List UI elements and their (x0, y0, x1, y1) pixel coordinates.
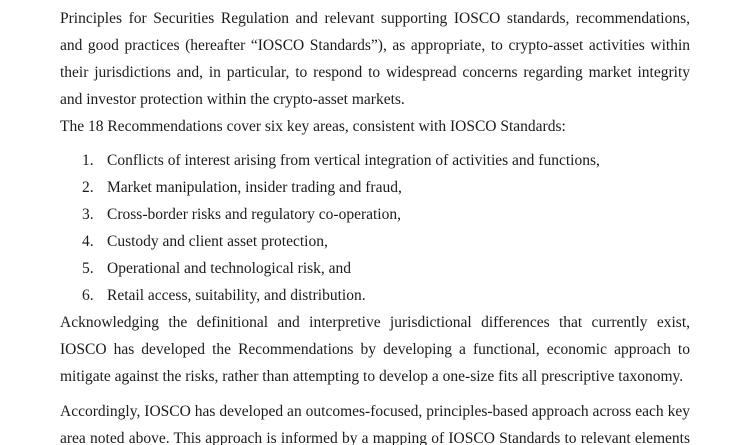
list-item-text: Cross-border risks and regulatory co-operation, (107, 206, 401, 223)
intro-line-3: their jurisdictions and, in particular, to respond to widespread concerns regarding market integrity (60, 64, 690, 81)
accordingly-line-2: area noted above. This approach is informed by a mapping of IOSCO Standards to relevant elements (60, 430, 690, 445)
areas-intro: The 18 Recommendations cover six key areas, consistent with IOSCO Standards: (60, 118, 566, 135)
acknowledging-line-3: mitigate against the risks, rather than attempting to develop a one-size fits all prescriptive taxonomy. (60, 368, 684, 385)
acknowledging-line-1: Acknowledging the definitional and interpretive jurisdictional differences that currently exist, (60, 314, 690, 331)
list-item-text: Custody and client asset protection, (107, 233, 328, 250)
list-item-text: Retail access, suitability, and distribution. (107, 287, 366, 304)
list-item-number: 3. (82, 206, 94, 223)
list-item-number: 5. (82, 260, 94, 277)
intro-line-1: Principles for Securities Regulation and relevant supporting IOSCO standards, recommendations, (60, 10, 690, 27)
intro-line-4: and investor protection within the crypto-asset markets. (60, 91, 405, 108)
list-item-number: 2. (82, 179, 94, 196)
list-item-text: Market manipulation, insider trading and fraud, (107, 179, 402, 196)
acknowledging-line-2: IOSCO has developed the Recommendations by developing a functional, economic approach to (60, 341, 690, 358)
intro-line-2: and good practices (hereafter “IOSCO Standards”), as appropriate, to crypto-asset activities within (60, 37, 690, 54)
list-item-text: Conflicts of interest arising from vertical integration of activities and functions, (107, 152, 600, 169)
list-item-number: 1. (82, 152, 94, 169)
list-item-text: Operational and technological risk, and (107, 260, 352, 277)
list-item-number: 4. (82, 233, 94, 250)
accordingly-line-1: Accordingly, IOSCO has developed an outcomes-focused, principles-based approach across each key (60, 403, 690, 420)
list-item-number: 6. (82, 287, 94, 304)
